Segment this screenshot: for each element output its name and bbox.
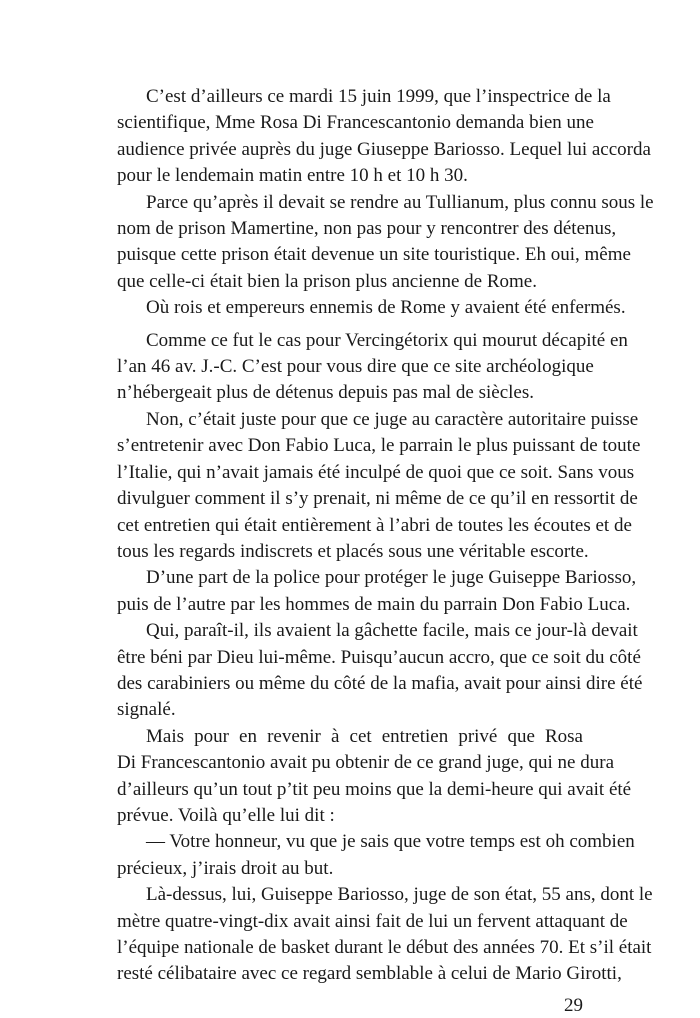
text-line: Mais pour en revenir à cet entretien privé que Rosa	[146, 725, 583, 747]
text-line: puis de l’autre par les hommes de main du parrain Don Fabio Luca.	[117, 593, 631, 615]
text-line: — Votre honneur, vu que je sais que votre temps est oh combien	[146, 831, 635, 853]
paragraph	[117, 328, 628, 407]
text-line: l’Italie, qui n’avait jamais été inculpé de quoi que ce soit. Sans vous	[117, 461, 635, 483]
text-line: tous les regards indiscrets et placés sous une véritable escorte.	[117, 540, 589, 562]
text-line: puisque cette prison était devenue un site touristique. Eh oui, même	[117, 244, 631, 266]
text-line: C’est d’ailleurs ce mardi 15 juin 1999, que l’inspectrice de la	[146, 86, 611, 107]
text-line: Où rois et empereurs ennemis de Rome y avaient été enfermés.	[146, 297, 626, 319]
paragraph	[117, 724, 632, 830]
paragraph	[117, 829, 635, 882]
text-line: précieux, j’irais droit au but.	[117, 857, 334, 879]
text-line: des carabiniers ou même du côté de la mafia, avait pour ainsi dire été	[117, 672, 643, 694]
text-line: pour le lendemain matin entre 10 h et 10 h 30.	[117, 165, 468, 187]
text-line: divulguer comment il s’y prenait, ni même de ce qu’il en ressortit de	[117, 488, 638, 510]
text-line: prévue. Voilà qu’elle lui dit :	[117, 804, 335, 826]
text-line: Non, c’était juste pour que ce juge au caractère autoritaire puisse	[146, 408, 639, 430]
text-line: Parce qu’après il devait se rendre au Tullianum, plus connu sous le	[146, 191, 654, 213]
text-line: nom de prison Mamertine, non pas pour y rencontrer des détenus,	[117, 218, 617, 240]
paragraph	[117, 295, 626, 321]
text-line: mètre quatre-vingt-dix avait ainsi fait de lui un fervent attaquant de	[117, 910, 628, 932]
text-line: Di Francescantonio avait pu obtenir de ce grand juge, qui ne dura	[117, 752, 614, 774]
text-line: audience privée auprès du juge Giuseppe Bariosso. Lequel lui accorda	[117, 138, 651, 160]
text-line: scientifique, Mme Rosa Di Francescantonio demanda bien une	[117, 112, 594, 134]
text-line: n’hébergeait plus de détenus depuis pas mal de siècles.	[117, 382, 534, 404]
text-line: Comme ce fut le cas pour Vercingétorix qui mourut décapité en	[146, 329, 628, 351]
page-number: 29	[564, 994, 583, 1016]
text-line: s’entretenir avec Don Fabio Luca, le parrain le plus puissant de toute	[117, 435, 641, 457]
text-line: Là-dessus, lui, Guiseppe Bariosso, juge de son état, 55 ans, dont le	[146, 884, 653, 906]
text-line: l’équipe nationale de basket durant le début des années 70. Et s’il était	[117, 937, 652, 958]
text-line: d’ailleurs qu’un tout p’tit peu moins que la demi-heure qui avait été	[117, 778, 632, 800]
text-line: l’an 46 av. J.-C. C’est pour vous dire que ce site archéologique	[117, 356, 594, 378]
text-line: que celle-ci était bien la prison plus ancienne de Rome.	[117, 270, 537, 292]
paragraph	[117, 84, 651, 190]
text-line: resté célibataire avec ce regard semblable à celui de Mario Girotti,	[117, 963, 622, 985]
paragraph	[117, 407, 641, 565]
paragraph	[117, 565, 637, 618]
paragraph	[117, 882, 653, 988]
text-line: être béni par Dieu lui-même. Puisqu’aucun accro, que ce soit du côté	[117, 646, 641, 668]
paragraph	[117, 190, 654, 296]
text-line: D’une part de la police pour protéger le juge Guiseppe Bariosso,	[146, 567, 637, 589]
text-line: Qui, paraît-il, ils avaient la gâchette facile, mais ce jour-là devait	[146, 620, 638, 642]
text-line: cet entretien qui était entièrement à l’abri de toutes les écoutes et de	[117, 514, 632, 536]
paragraph	[117, 618, 643, 724]
page-body	[117, 84, 654, 988]
text-line: signalé.	[117, 699, 176, 721]
